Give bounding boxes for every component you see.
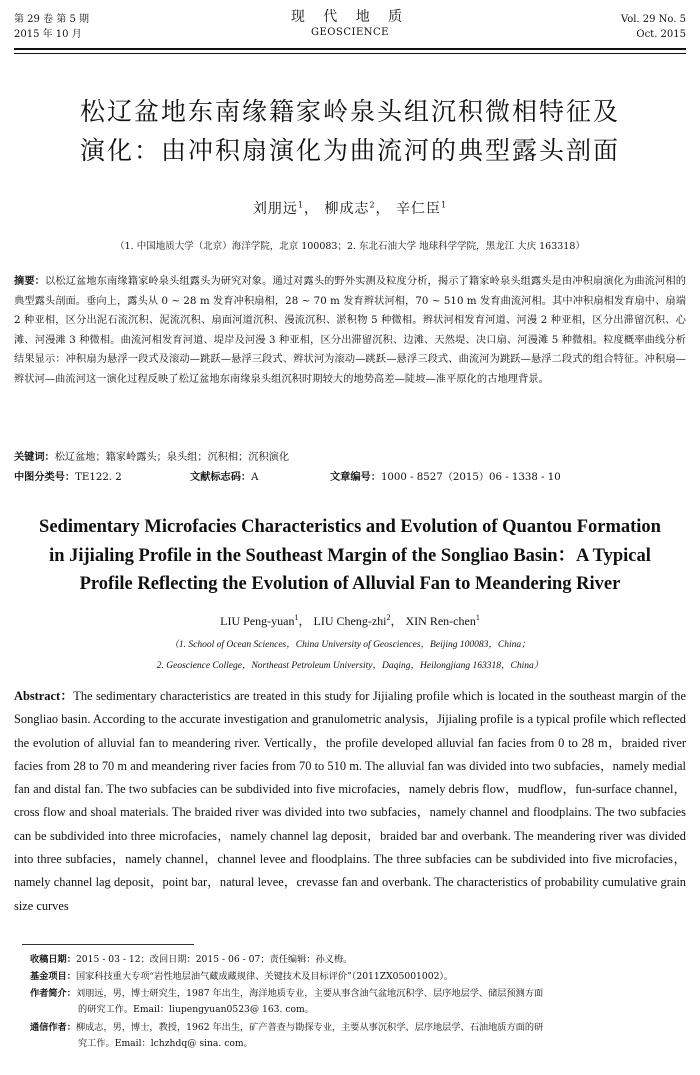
footnote-fund xyxy=(30,969,680,985)
journal-name-cn: 现 代 地 质 xyxy=(290,9,410,25)
abstract-text: The sedimentary characteristics are treated in this study for Jijialing profile which is located in the southeast margin of the Songliao basin. According to the accurate investigation and granulometric analysis，Jijialing profile is a typical profile which reflected the evolution of alluvial fan to meandering river. Vertically，the profile developed alluvial fan facies from 0 to 28 m，braided river facies from 28 to 70 m and meandering river facies from 70 to 510 m. The alluvial fan was divided into two subfacies，namely medial fan and distal fan. The two subfacies can be subdivided into five microfacies，namely debris flow，mudflow，fun-surface channel，cross flow and shoal materials. The braided river was divided into two subfacies，namely channel and floodplains. The two subfacies can be subdivided into three microfacies，namely channel lag deposit，braided bar and overbank. The meandering river was divided into three subfacies，namely channel，channel levee and floodplains. The three subfacies can be subdivided into five microfacies，namely channel lag deposit，point bar，natural levee，crevasse fan and overbank. The characteristics of probability cumulative grain size curves xyxy=(14,689,686,913)
fund-label: 基金项目： xyxy=(30,971,76,982)
date-en: Oct. 2015 xyxy=(636,29,686,40)
keywords-label: 关键词： xyxy=(14,452,55,463)
author-bio-label: 作者简介： xyxy=(30,988,76,999)
header-rule-thick xyxy=(14,48,686,50)
author-affiliation-mark: 1 xyxy=(294,613,299,622)
keywords-text: 松辽盆地；籍家岭露头；泉头组；沉积相；沉积演化 xyxy=(54,452,290,463)
fund-text: 国家科技重大专项“岩性地层油气藏成藏规律、关键技术及目标评价”（2011ZX05001002）。 xyxy=(75,971,454,982)
article-number-label: 文章编号： xyxy=(330,472,381,483)
article-number-value: 1000 - 8527（2015）06 - 1338 - 10 xyxy=(380,472,561,483)
doc-code-label: 文献标志码： xyxy=(190,472,252,483)
date-cn: 2015 年 10 月 xyxy=(14,29,82,40)
abstract-text: 以松辽盆地东南缘籍家岭泉头组露头为研究对象。通过对露头的野外实测及粒度分析，揭示了籍家岭泉头组露头是由冲积扇演化为曲流河相的典型露头剖面。垂向上，露头从 0 ~ 28 m 发育冲积扇相，28 ~ 70 m 发育辫状河相，70 ~ 510 m 发育曲流河相。其中冲积扇相发育扇中、扇端 2 种亚相，区分出泥石流沉积、泥流沉积、扇面河道沉积、漫流沉积、淤积物 5 种微相。辫状河相发育河道、河漫 2 种亚相，区分出滞留沉积、心滩、河漫滩 3 种微相。曲流河相发育河道、堤岸及河漫 3 种亚相，区分出滞留沉积、边滩、天然堤、决口扇、河漫滩 5 种微相。粒度概率曲线分析结果显示：冲积扇为悬浮一段式及滚动—跳跃—悬浮三段式、辫状河为滚动—跳跃—悬浮三段式、曲流河为跳跃—悬浮二段式的组合特征。冲积扇—辫状河—曲流河这一演化过程反映了松辽盆地东南缘泉头组沉积时期较大的地势高差—陡坡—准平原化的古地理背景。 xyxy=(14,276,686,385)
chinese-title-line: 松辽盆地东南缘籍家岭泉头组沉积微相特征及 xyxy=(79,97,620,126)
author-name: 辛仁臣 xyxy=(396,201,441,217)
author-name: XIN Ren-chen xyxy=(405,614,476,628)
english-authors: LIU Peng-yuan$^1$， LIU Cheng-zhi$^2$， XIN Ren-chen$^1$ xyxy=(220,613,480,628)
corresponding-label: 通信作者： xyxy=(30,1022,76,1033)
english-title-line: Sedimentary Microfacies Characteristics and Evolution of Quantou Formation xyxy=(39,517,661,537)
footnote-author-bio xyxy=(30,986,680,1018)
author-bio-text: 的研究工作。Email：liupengyuan0523@ 163. com。 xyxy=(78,1004,314,1015)
author-affiliation-mark: 2 xyxy=(386,613,391,622)
author-name: LIU Peng-yuan xyxy=(220,614,295,628)
abstract-label: 摘要： xyxy=(14,276,46,287)
author-bio-text: 刘朋远，男，博士研究生，1987 年出生，海洋地质专业，主要从事含油气盆地沉积学、层序地层学、储层预测方面 xyxy=(75,988,544,999)
english-title-line: in Jijialing Profile in the Southeast Margin of the Songliao Basin：A Typical xyxy=(49,545,651,566)
chinese-affiliation: （1. 中国地质大学（北京）海洋学院，北京 100083；2. 东北石油大学 地球科学学院，黑龙江 大庆 163318） xyxy=(115,241,585,252)
chinese-authors: 刘朋远$^1$， 柳成志$^2$， 辛仁臣$^1$ xyxy=(252,200,448,217)
corresponding-text: 柳成志，男，博士，教授，1962 年出生，矿产普查与勘探专业，主要从事沉积学、层序地层学、石油地质方面的研 xyxy=(75,1022,544,1033)
chinese-keywords xyxy=(14,448,686,463)
header-rule-thin xyxy=(14,53,686,54)
doc-code-value: A xyxy=(251,472,259,483)
volume-issue-cn: 第 29 卷 第 5 期 xyxy=(14,14,89,25)
english-affiliation-1: （1. School of Ocean Sciences，China University of Geosciences，Beijing 100083，China； xyxy=(169,640,531,650)
journal-name xyxy=(0,10,700,40)
classification-line xyxy=(14,468,686,483)
footnote-received xyxy=(30,952,680,968)
received-label: 收稿日期： xyxy=(30,954,76,965)
author-affiliation-mark: 1 xyxy=(297,200,304,210)
received-text: 2015 - 03 - 12；改回日期：2015 - 06 - 07；责任编辑：孙义梅。 xyxy=(75,954,353,965)
chinese-abstract xyxy=(14,272,686,390)
chinese-title xyxy=(0,92,700,170)
author-affiliation-mark: 2 xyxy=(369,200,376,210)
english-title xyxy=(0,513,700,599)
author-name: 柳成志 xyxy=(324,201,370,217)
clc-label: 中图分类号： xyxy=(14,472,76,483)
clc-value: TE122. 2 xyxy=(75,472,122,483)
journal-name-en: GEOSCIENCE xyxy=(311,27,389,38)
author-name: 刘朋远 xyxy=(252,201,298,217)
volume-issue-en: Vol. 29 No. 5 xyxy=(620,14,686,25)
header-right xyxy=(621,12,686,42)
author-affiliation-mark: 1 xyxy=(441,200,448,210)
chinese-title-line: 演化：由冲积扇演化为曲流河的典型露头剖面 xyxy=(79,136,620,165)
abstract-label: Abstract： xyxy=(14,689,74,703)
english-title-line: Profile Reflecting the Evolution of Alluvial Fan to Meandering River xyxy=(79,574,621,594)
footnote-rule xyxy=(22,944,194,945)
footnote-corresponding xyxy=(30,1020,680,1052)
english-abstract xyxy=(14,685,686,918)
english-affiliation-2: 2. Geoscience College，Northeast Petroleum University，Daqing，Heilongjiang 163318，China） xyxy=(156,661,544,671)
author-affiliation-mark: 1 xyxy=(475,613,480,622)
author-name: LIU Cheng-zhi xyxy=(313,614,387,628)
corresponding-text: 究工作。Email：lchzhdq@ sina. com。 xyxy=(78,1038,253,1049)
